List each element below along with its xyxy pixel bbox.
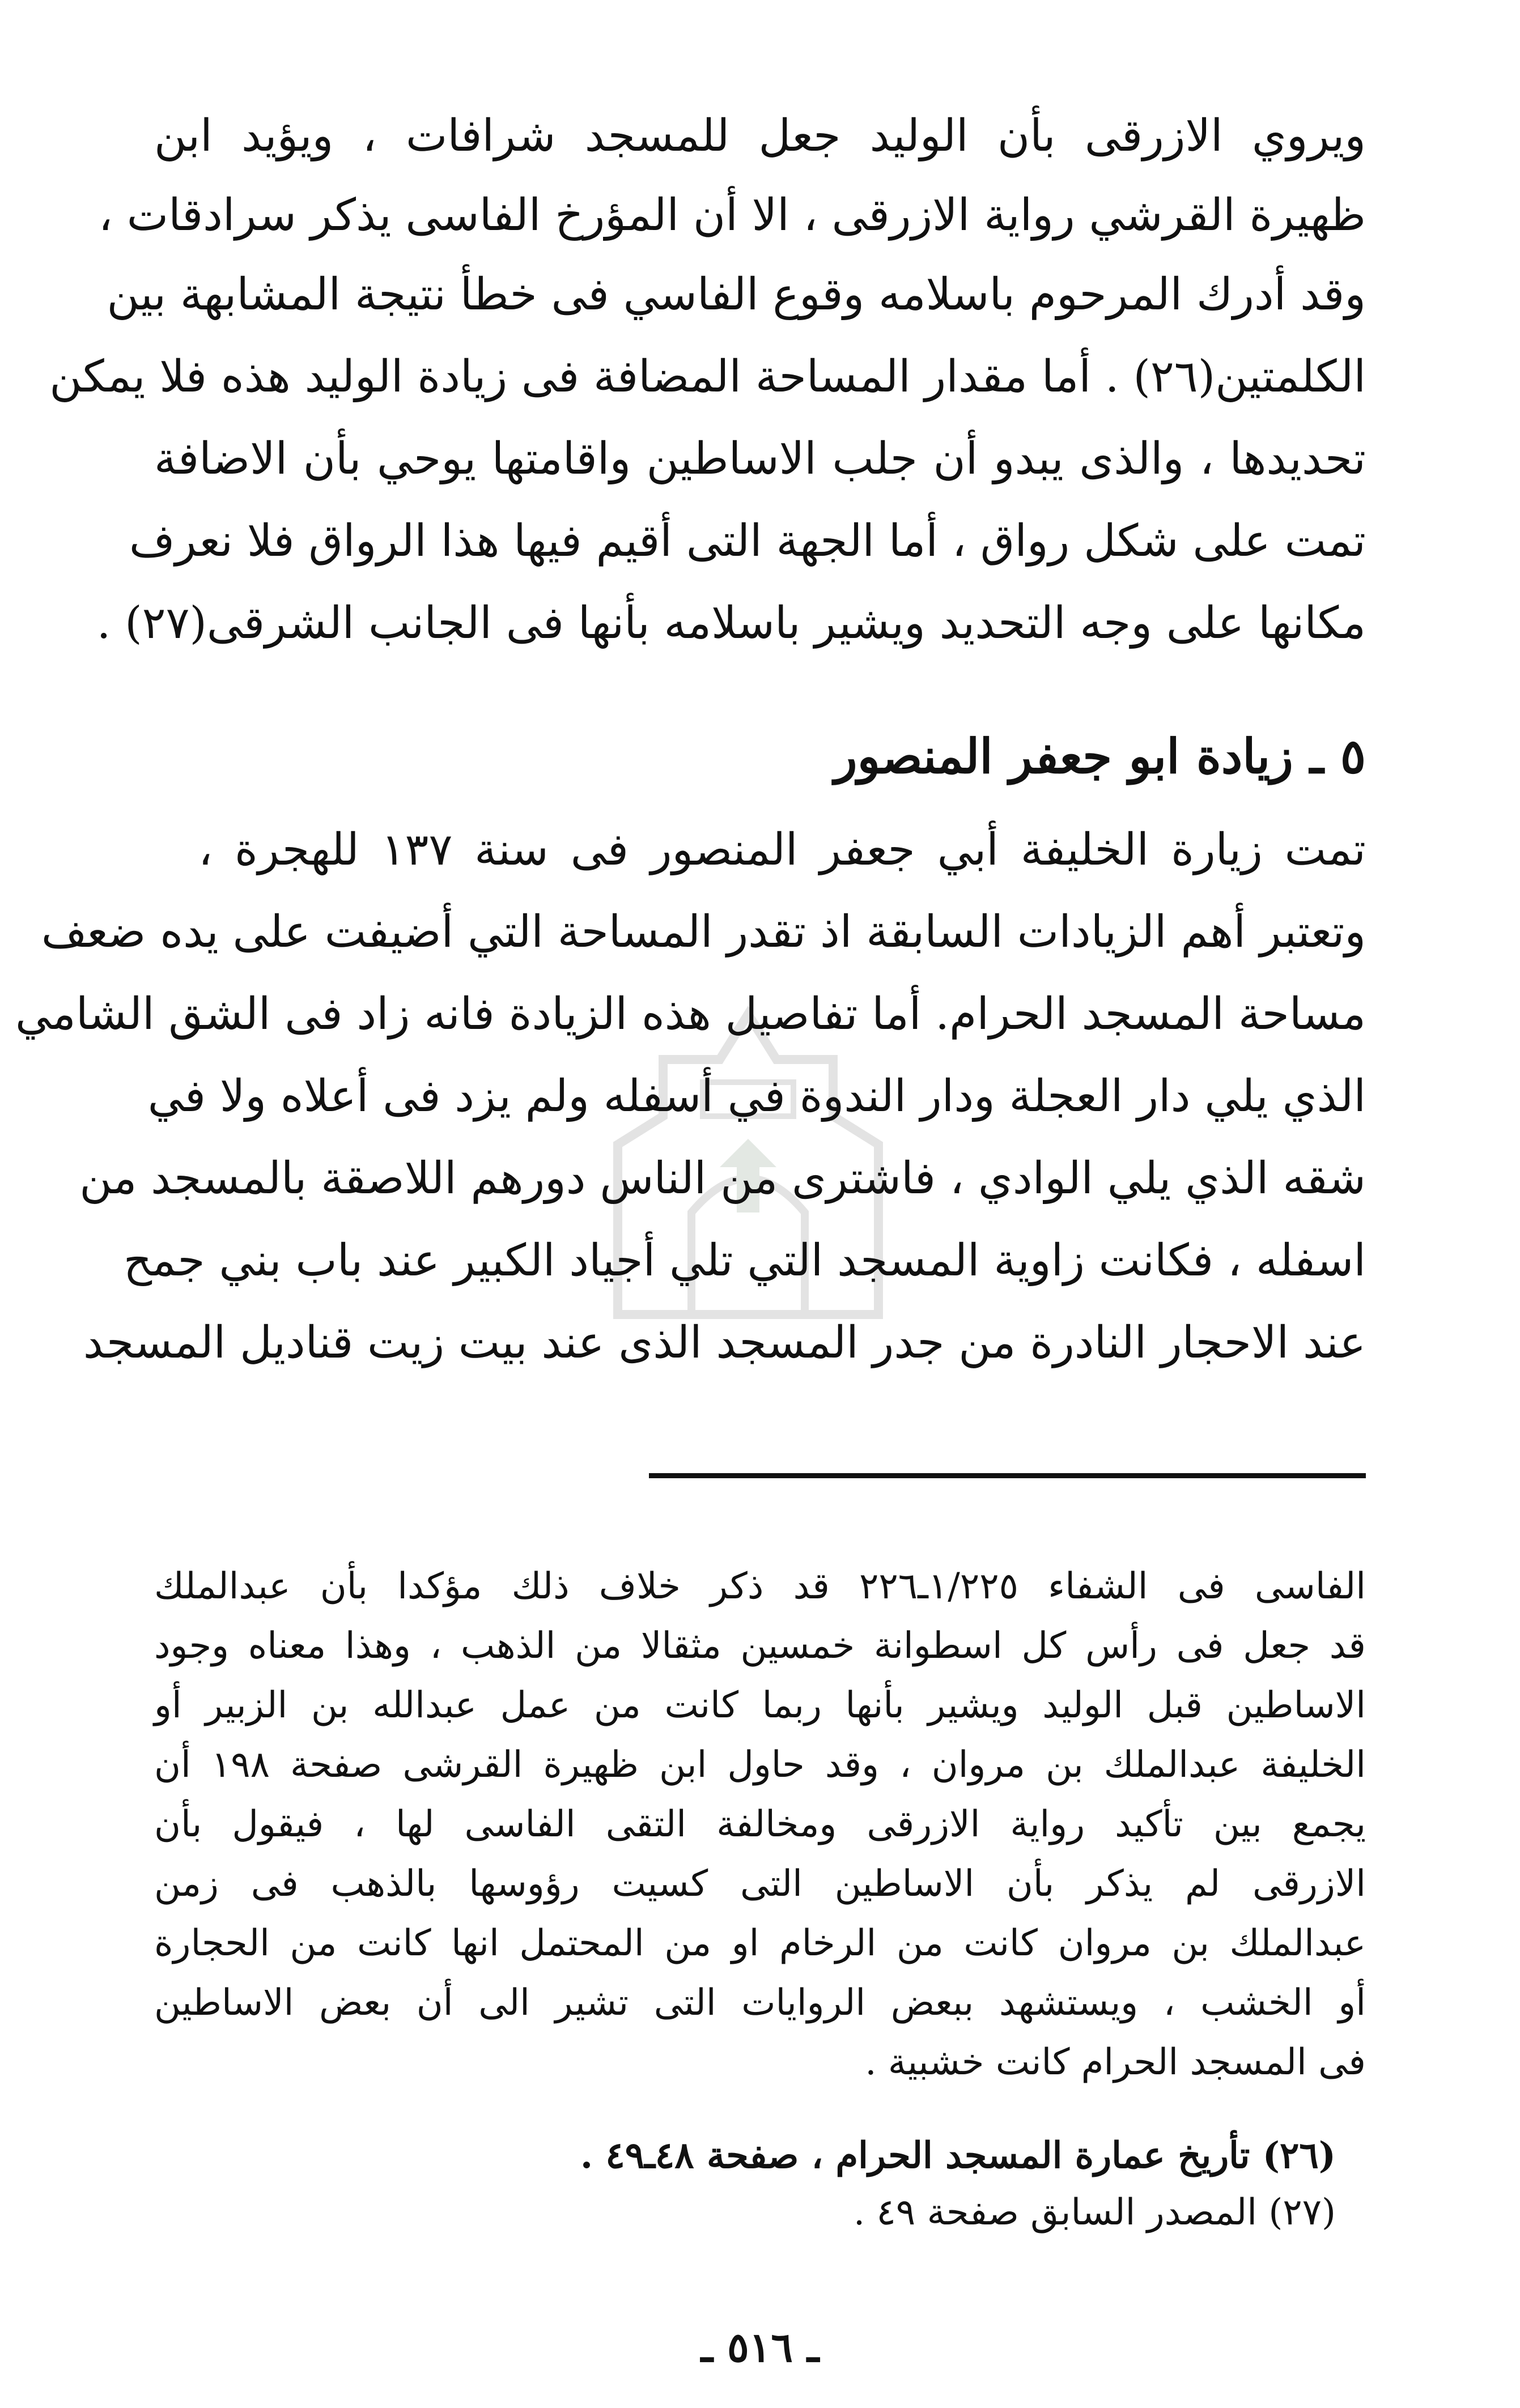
footnote-line: الخليفة عبدالملك بن مروان ، وقد حاول ابن ظهيرة القرشى صفحة ١٩٨ أن [154,1744,1366,1786]
page-number: ـ ٥١٦ ـ [700,2323,820,2371]
text-line: تمت على شكل رواق ، أما الجهة التى أقيم فيها هذا الرواق فلا نعرف [129,516,1366,567]
text-line: وقد أدرك المرحوم باسلامه وقوع الفاسي فى خطأ نتيجة المشابهة بين [107,269,1366,320]
text-line: ظهيرة القرشي رواية الازرقى ، الا أن المؤرخ الفاسى يذكر سرادقات ، [98,190,1366,241]
footnote-line: فى المسجد الحرام كانت خشبية . [865,2041,1366,2083]
text-line: مساحة المسجد الحرام. أما تفاصيل هذه الزيادة فانه زاد فى الشق الشامي [15,989,1366,1040]
footnote-separator [649,1473,1366,1478]
text-line: ويروي الازرقى بأن الوليد جعل للمسجد شرافات ، ويؤيد ابن [154,110,1366,161]
text-line: اسفله ، فكانت زاوية المسجد التي تلي أجياد الكبير عند باب بني جمح [123,1235,1366,1286]
footnote-line: عبدالملك بن مروان كانت من الرخام او من المحتمل انها كانت من الحجارة [154,1922,1366,1964]
reference-27: (٢٧) المصدر السابق صفحة ٤٩ . [853,2192,1336,2233]
text-line: شقه الذي يلي الوادي ، فاشترى من الناس دورهم اللاصقة بالمسجد من [79,1153,1366,1204]
text-line: الكلمتين(٢٦) . أما مقدار المساحة المضافة فى زيادة الوليد هذه فلا يمكن [49,351,1366,402]
section-heading: ٥ ـ زيادة ابو جعفر المنصور [834,728,1366,784]
footnote-line: الفاسى فى الشفاء ١/٢٢٥ـ٢٢٦ قد ذكر خلاف ذلك مؤكدا بأن عبدالملك [154,1565,1366,1607]
text-line: تحديدها ، والذى يبدو أن جلب الاساطين واقامتها يوحي بأن الاضافة [154,433,1366,484]
text-line: الذي يلي دار العجلة ودار الندوة في أسفله ولم يزد فى أعلاه ولا في [147,1071,1366,1122]
text-line: وتعتبر أهم الزيادات السابقة اذ تقدر المساحة التي أضيفت على يده ضعف [41,907,1366,958]
text-line: تمت زيارة الخليفة أبي جعفر المنصور فى سنة ١٣٧ للهجرة ، [198,824,1366,875]
reference-26: (٢٦) تأريخ عمارة المسجد الحرام ، صفحة ٤٨ـ٤٩ . [580,2134,1336,2177]
text-line: مكانها على وجه التحديد ويشير باسلامه بأنها فى الجانب الشرقى(٢٧) . [96,598,1366,649]
footnote-line: يجمع بين تأكيد رواية الازرقى ومخالفة التقى الفاسى لها ، فيقول بأن [154,1803,1366,1845]
footnote-line: الاساطين قبل الوليد ويشير بأنها ربما كانت من عمل عبدالله بن الزبير أو [154,1684,1366,1726]
footnote-line: قد جعل فى رأس كل اسطوانة خمسين مثقالا من الذهب ، وهذا معناه وجود [154,1625,1366,1667]
footnote-line: أو الخشب ، ويستشهد ببعض الروايات التى تشير الى أن بعض الاساطين [154,1982,1366,2024]
text-line: عند الاحجار النادرة من جدر المسجد الذى عند بيت زيت قناديل المسجد [83,1317,1366,1368]
footnote-line: الازرقى لم يذكر بأن الاساطين التى كسيت رؤوسها بالذهب فى زمن [154,1863,1366,1905]
